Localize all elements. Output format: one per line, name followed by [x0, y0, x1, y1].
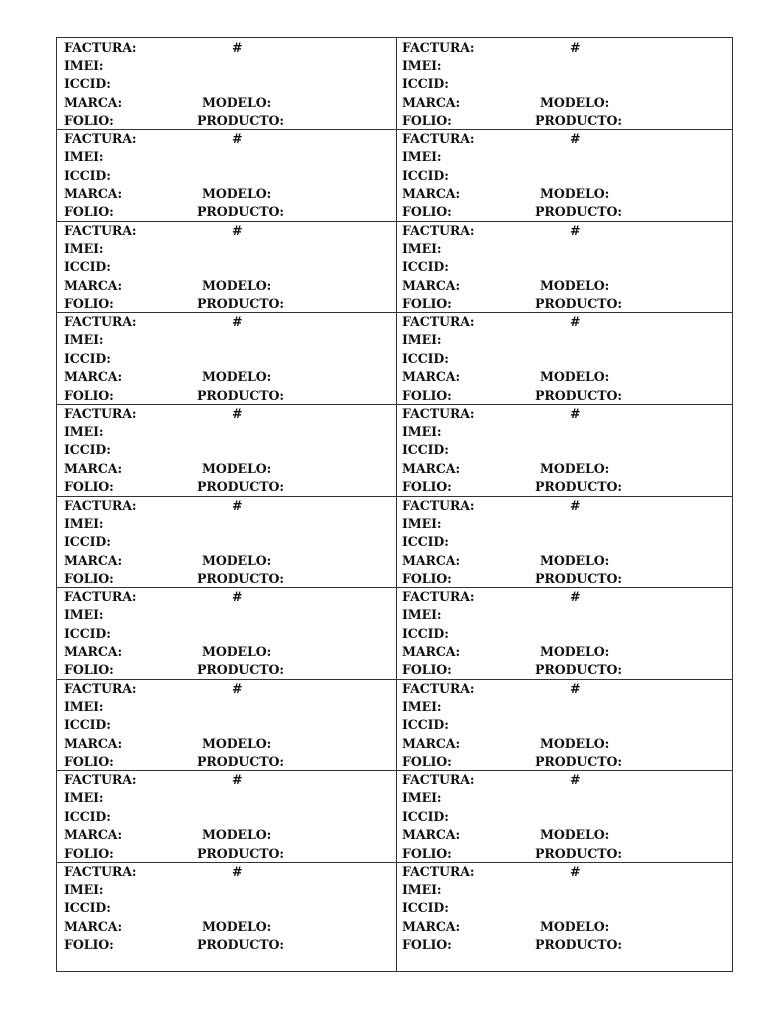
imei-label: IMEI: [402, 240, 442, 256]
modelo-label: MODELO: [540, 827, 610, 843]
modelo-label: MODELO: [540, 94, 610, 110]
row-divider [57, 404, 732, 405]
marca-label: MARCA: [64, 919, 123, 935]
iccid-label: ICCID: [64, 76, 111, 92]
hash-label: # [232, 131, 243, 147]
iccid-label: ICCID: [402, 442, 449, 458]
modelo-label: MODELO: [202, 94, 272, 110]
producto-label: PRODUCTO: [197, 754, 284, 770]
label-cell [64, 497, 394, 589]
imei-label: IMEI: [64, 149, 104, 165]
modelo-label: MODELO: [202, 552, 272, 568]
imei-label: IMEI: [64, 424, 104, 440]
label-cell [64, 313, 394, 405]
imei-label: IMEI: [402, 607, 442, 623]
iccid-label: ICCID: [402, 625, 449, 641]
hash-label: # [570, 131, 581, 147]
marca-label: MARCA: [64, 461, 123, 477]
marca-label: MARCA: [64, 94, 123, 110]
hash-label: # [232, 497, 243, 513]
folio-label: FOLIO: [402, 662, 452, 678]
modelo-label: MODELO: [202, 919, 272, 935]
producto-label: PRODUCTO: [197, 204, 284, 220]
row-divider [57, 862, 732, 863]
factura-label: FACTURA: [64, 680, 137, 696]
marca-label: MARCA: [402, 552, 461, 568]
imei-label: IMEI: [64, 57, 104, 73]
modelo-label: MODELO: [540, 461, 610, 477]
row-divider [57, 496, 732, 497]
factura-label: FACTURA: [402, 863, 475, 879]
iccid-label: ICCID: [64, 534, 111, 550]
hash-label: # [570, 39, 581, 55]
factura-label: FACTURA: [64, 131, 137, 147]
iccid-label: ICCID: [64, 900, 111, 916]
iccid-label: ICCID: [64, 167, 111, 183]
marca-label: MARCA: [64, 644, 123, 660]
folio-label: FOLIO: [64, 937, 114, 953]
modelo-label: MODELO: [540, 735, 610, 751]
label-cell [64, 130, 394, 222]
iccid-label: ICCID: [64, 442, 111, 458]
row-divider [57, 312, 732, 313]
factura-label: FACTURA: [402, 39, 475, 55]
folio-label: FOLIO: [64, 296, 114, 312]
factura-label: FACTURA: [64, 222, 137, 238]
iccid-label: ICCID: [402, 76, 449, 92]
marca-label: MARCA: [64, 735, 123, 751]
label-cell [64, 863, 394, 955]
factura-label: FACTURA: [64, 314, 137, 330]
marca-label: MARCA: [402, 369, 461, 385]
iccid-label: ICCID: [402, 534, 449, 550]
hash-label: # [570, 497, 581, 513]
modelo-label: MODELO: [540, 277, 610, 293]
factura-label: FACTURA: [64, 589, 137, 605]
folio-label: FOLIO: [64, 479, 114, 495]
row-divider [57, 679, 732, 680]
label-cell [402, 130, 732, 222]
row-divider [57, 129, 732, 130]
imei-label: IMEI: [402, 149, 442, 165]
label-cell [64, 771, 394, 863]
label-cell [402, 313, 732, 405]
iccid-label: ICCID: [402, 259, 449, 275]
hash-label: # [570, 680, 581, 696]
imei-label: IMEI: [64, 515, 104, 531]
producto-label: PRODUCTO: [197, 479, 284, 495]
producto-label: PRODUCTO: [535, 570, 622, 586]
producto-label: PRODUCTO: [535, 204, 622, 220]
producto-label: PRODUCTO: [535, 662, 622, 678]
marca-label: MARCA: [64, 552, 123, 568]
label-cell [402, 497, 732, 589]
iccid-label: ICCID: [402, 350, 449, 366]
imei-label: IMEI: [64, 882, 104, 898]
folio-label: FOLIO: [64, 570, 114, 586]
marca-label: MARCA: [402, 186, 461, 202]
imei-label: IMEI: [402, 882, 442, 898]
factura-label: FACTURA: [64, 497, 137, 513]
producto-label: PRODUCTO: [197, 662, 284, 678]
row-divider [57, 770, 732, 771]
factura-label: FACTURA: [402, 405, 475, 421]
producto-label: PRODUCTO: [197, 296, 284, 312]
iccid-label: ICCID: [402, 167, 449, 183]
label-cell [402, 405, 732, 497]
hash-label: # [570, 589, 581, 605]
marca-label: MARCA: [402, 461, 461, 477]
producto-label: PRODUCTO: [535, 479, 622, 495]
iccid-label: ICCID: [64, 350, 111, 366]
column-divider [396, 38, 397, 971]
modelo-label: MODELO: [540, 919, 610, 935]
imei-label: IMEI: [402, 424, 442, 440]
hash-label: # [570, 405, 581, 421]
marca-label: MARCA: [64, 827, 123, 843]
modelo-label: MODELO: [202, 277, 272, 293]
iccid-label: ICCID: [402, 717, 449, 733]
hash-label: # [232, 863, 243, 879]
hash-label: # [232, 405, 243, 421]
folio-label: FOLIO: [64, 754, 114, 770]
label-cell [402, 39, 732, 131]
modelo-label: MODELO: [202, 735, 272, 751]
factura-label: FACTURA: [64, 772, 137, 788]
producto-label: PRODUCTO: [197, 112, 284, 128]
factura-label: FACTURA: [402, 497, 475, 513]
hash-label: # [232, 39, 243, 55]
folio-label: FOLIO: [64, 112, 114, 128]
folio-label: FOLIO: [402, 387, 452, 403]
iccid-label: ICCID: [64, 259, 111, 275]
folio-label: FOLIO: [402, 204, 452, 220]
hash-label: # [232, 314, 243, 330]
row-divider [57, 587, 732, 588]
hash-label: # [232, 589, 243, 605]
factura-label: FACTURA: [402, 589, 475, 605]
hash-label: # [570, 314, 581, 330]
label-sheet [56, 37, 733, 972]
label-cell [64, 405, 394, 497]
imei-label: IMEI: [64, 790, 104, 806]
folio-label: FOLIO: [402, 845, 452, 861]
producto-label: PRODUCTO: [197, 387, 284, 403]
iccid-label: ICCID: [402, 808, 449, 824]
label-cell [64, 680, 394, 772]
hash-label: # [570, 863, 581, 879]
producto-label: PRODUCTO: [535, 754, 622, 770]
hash-label: # [570, 772, 581, 788]
imei-label: IMEI: [402, 698, 442, 714]
imei-label: IMEI: [402, 57, 442, 73]
modelo-label: MODELO: [540, 186, 610, 202]
label-cell [402, 863, 732, 955]
modelo-label: MODELO: [202, 186, 272, 202]
marca-label: MARCA: [64, 186, 123, 202]
imei-label: IMEI: [64, 607, 104, 623]
marca-label: MARCA: [402, 277, 461, 293]
label-cell [402, 680, 732, 772]
iccid-label: ICCID: [402, 900, 449, 916]
hash-label: # [570, 222, 581, 238]
imei-label: IMEI: [64, 698, 104, 714]
iccid-label: ICCID: [64, 717, 111, 733]
hash-label: # [232, 680, 243, 696]
row-divider [57, 221, 732, 222]
factura-label: FACTURA: [64, 863, 137, 879]
imei-label: IMEI: [402, 332, 442, 348]
factura-label: FACTURA: [402, 314, 475, 330]
marca-label: MARCA: [402, 735, 461, 751]
producto-label: PRODUCTO: [535, 845, 622, 861]
marca-label: MARCA: [64, 369, 123, 385]
folio-label: FOLIO: [64, 204, 114, 220]
folio-label: FOLIO: [402, 296, 452, 312]
folio-label: FOLIO: [402, 570, 452, 586]
producto-label: PRODUCTO: [535, 387, 622, 403]
folio-label: FOLIO: [402, 479, 452, 495]
folio-label: FOLIO: [402, 937, 452, 953]
producto-label: PRODUCTO: [535, 937, 622, 953]
folio-label: FOLIO: [64, 387, 114, 403]
imei-label: IMEI: [402, 790, 442, 806]
producto-label: PRODUCTO: [535, 296, 622, 312]
iccid-label: ICCID: [64, 808, 111, 824]
producto-label: PRODUCTO: [197, 937, 284, 953]
label-cell [402, 222, 732, 314]
producto-label: PRODUCTO: [197, 570, 284, 586]
imei-label: IMEI: [64, 240, 104, 256]
folio-label: FOLIO: [402, 754, 452, 770]
label-cell [64, 222, 394, 314]
folio-label: FOLIO: [402, 112, 452, 128]
factura-label: FACTURA: [402, 680, 475, 696]
producto-label: PRODUCTO: [197, 845, 284, 861]
modelo-label: MODELO: [540, 369, 610, 385]
factura-label: FACTURA: [402, 222, 475, 238]
label-cell [402, 771, 732, 863]
marca-label: MARCA: [402, 94, 461, 110]
folio-label: FOLIO: [64, 845, 114, 861]
iccid-label: ICCID: [64, 625, 111, 641]
label-cell [64, 588, 394, 680]
modelo-label: MODELO: [202, 827, 272, 843]
modelo-label: MODELO: [540, 644, 610, 660]
label-cell [64, 39, 394, 131]
producto-label: PRODUCTO: [535, 112, 622, 128]
modelo-label: MODELO: [202, 369, 272, 385]
factura-label: FACTURA: [402, 772, 475, 788]
imei-label: IMEI: [402, 515, 442, 531]
hash-label: # [232, 772, 243, 788]
factura-label: FACTURA: [64, 405, 137, 421]
folio-label: FOLIO: [64, 662, 114, 678]
label-cell [402, 588, 732, 680]
marca-label: MARCA: [402, 919, 461, 935]
modelo-label: MODELO: [540, 552, 610, 568]
imei-label: IMEI: [64, 332, 104, 348]
factura-label: FACTURA: [402, 131, 475, 147]
modelo-label: MODELO: [202, 461, 272, 477]
marca-label: MARCA: [402, 827, 461, 843]
factura-label: FACTURA: [64, 39, 137, 55]
marca-label: MARCA: [64, 277, 123, 293]
hash-label: # [232, 222, 243, 238]
marca-label: MARCA: [402, 644, 461, 660]
modelo-label: MODELO: [202, 644, 272, 660]
